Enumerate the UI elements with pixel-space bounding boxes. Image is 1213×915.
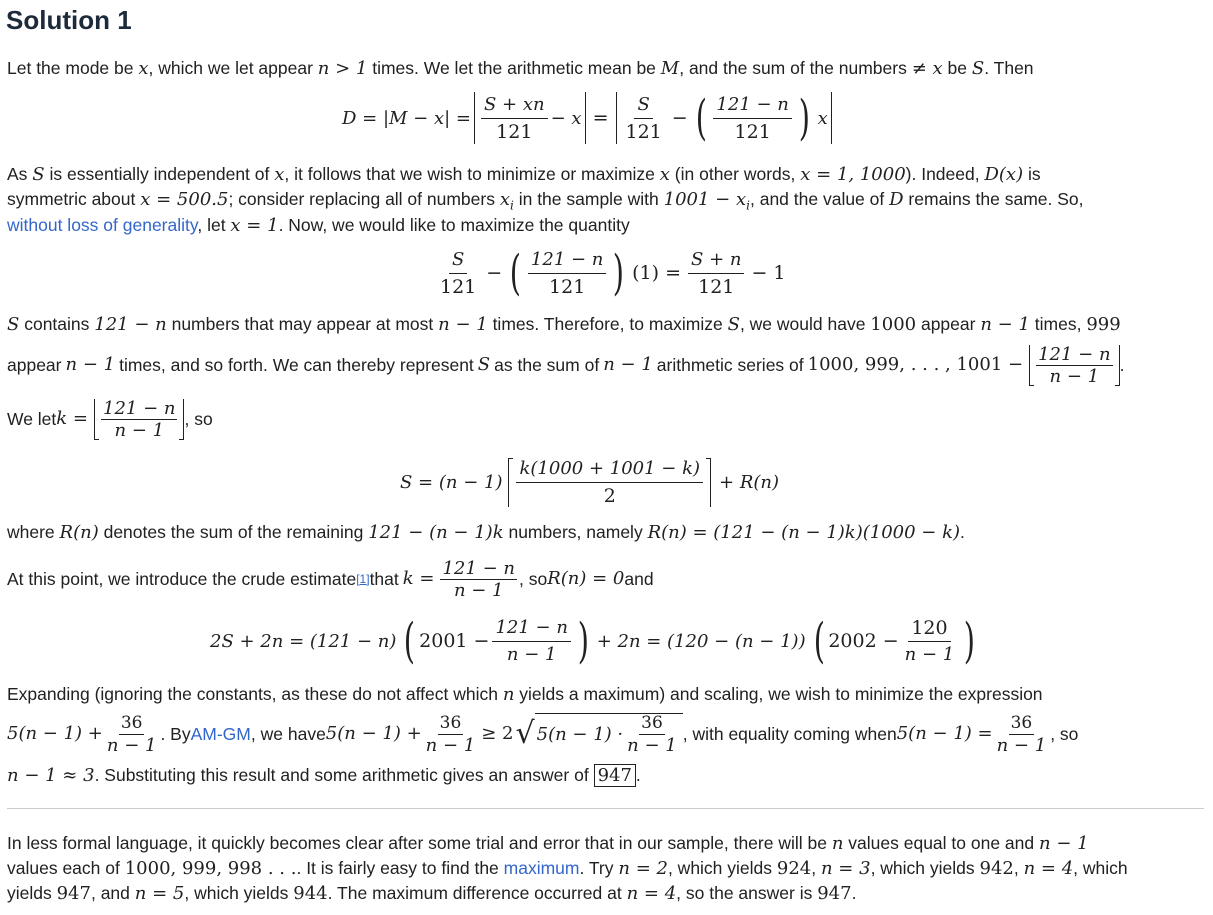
equation-quantity: $\frac{S}{121}$ − ( $\frac{121 - n}{121}$ ) (1) = $\frac{S + n}{121}$ − 1 (434, 245, 786, 301)
paragraph-symmetry-line3: without loss of generality, let x = 1. Now, we would like to maximize the quantity (7, 215, 630, 236)
paragraph-let-k: We let k = $\frac{121 - n}{n - 1}$ , so (7, 397, 213, 441)
paragraph-max-s-line2: appear n − 1 times, and so forth. We can thereby represent S as the sum of n − 1 arithmetic series of 1000, 999, . . . , 1001 − $\frac{121 - n}{n - 1}$ . (7, 343, 1125, 387)
paragraph-symmetry-line2: symmetric about x = 500.5; consider replacing all of numbers $x_i$ in the sample with $1001 - x_i$, and the value of D remains the same. So, (7, 189, 1084, 213)
paragraph-am-gm: 5(n − 1) + $\frac{36}{n - 1}$ . By AM-GM , we have 5(n − 1) + $\frac{36}{n - 1}$ ≥ 2 √ 5(n − 1) · $\frac{36}{n - 1}$ , with equality coming when 5(n − 1) = $\frac{36}{n - 1}$ , so (7, 712, 1079, 756)
fraction: $\frac{36}{n - 1}$ (106, 712, 157, 756)
paragraph-informal-line1: In less formal language, it quickly becomes clear after some trial and error that in our sample, there will be n values equal to one and n − 1 (7, 833, 1089, 854)
fraction: $\frac{36}{n - 1}$ (996, 712, 1047, 756)
equation-s-sum: S = (n − 1) $\frac{k(1000 + 1001 - k)}{2}$ + R(n) (400, 457, 780, 507)
fraction: $\frac{120}{n - 1}$ (904, 616, 955, 665)
paragraph-symmetry-line1: As S is essentially independent of x, it follows that we wish to minimize or maximize x (in other words, x = 1, 1000). Indeed, D(x) is (7, 164, 1041, 185)
divider (7, 808, 1204, 809)
fraction: $\frac{121 - n}{n - 1}$ (103, 397, 176, 441)
paragraph-crude-estimate: At this point, we introduce the crude estimate [1] that k = $\frac{121 - n}{n - 1}$ , so R(n) = 0 and (7, 557, 654, 601)
paragraph-remainder: where R(n) denotes the sum of the remaining 121 − (n − 1)k numbers, namely R(n) = (121 − (n − 1)k)(1000 − k). (7, 522, 965, 543)
fraction: $\frac{k(1000 + 1001 - k)}{2}$ (516, 458, 703, 507)
fraction: $\frac{S}{121}$ (625, 93, 662, 143)
fraction: $\frac{121 - n}{n - 1}$ (442, 557, 515, 601)
fraction: $\frac{121 - n}{n - 1}$ (1038, 343, 1111, 387)
paragraph-intro: Let the mode be x, which we let appear n > 1 times. We let the arithmetic mean be M, and the sum of the numbers ≠ x be S. Then (7, 58, 1034, 79)
fraction: $\frac{S + xn}{121}$ (481, 94, 548, 143)
paragraph-expanding: Expanding (ignoring the constants, as these do not affect which n yields a maximum) and scaling, we wish to minimize the expression (7, 684, 1043, 705)
paragraph-answer: n − 1 ≈ 3. Substituting this result and some arithmetic gives an answer of 947 . (7, 765, 641, 786)
fraction: $\frac{121 - n}{n - 1}$ (492, 617, 570, 666)
fraction: $\frac{S + n}{121}$ (688, 249, 744, 298)
footnote-link[interactable]: [1] (356, 572, 370, 586)
fraction: $\frac{S}{121}$ (440, 248, 477, 298)
section-heading: Solution 1 (6, 5, 132, 35)
paragraph-max-s-line1: S contains 121 − n numbers that may appear at most n − 1 times. Therefore, to maximize S, we would have 1000 appear n − 1 times, 999 (7, 314, 1121, 335)
square-root: √ 5(n − 1) · $\frac{36}{n - 1}$ (516, 713, 683, 755)
link-without-loss-of-generality[interactable]: without loss of generality (7, 215, 198, 235)
paragraph-informal-line2: values each of 1000, 999, 998 . . .. It is fairly easy to find the maximum. Try n = 2, which yields 924, n = 3, which yields 942, n = 4, which (7, 858, 1128, 879)
link-am-gm[interactable]: AM-GM (190, 724, 251, 744)
boxed-answer: 947 (594, 764, 636, 787)
fraction: $\frac{36}{n - 1}$ (627, 713, 677, 756)
fraction: $\frac{121 - n}{121}$ (713, 94, 791, 143)
equation-2s-expansion: 2S + 2n = (121 − n) ( 2001 − $\frac{121 - n}{n - 1}$ ) + 2n = (120 − (n − 1)) ( 2002 − $\frac{120}{n - 1}$ ) (210, 613, 976, 669)
fraction: $\frac{121 - n}{121}$ (528, 249, 606, 298)
link-maximum[interactable]: maximum (503, 858, 580, 878)
paragraph-informal-line3: yields 947, and n = 5, which yields 944. The maximum difference occurred at n = 4, so the answer is 947. (7, 883, 857, 904)
fraction: $\frac{36}{n - 1}$ (425, 712, 476, 756)
equation-d-definition: D = |M − x| = $\frac{S + xn}{121}$ − x = $\frac{S}{121}$ − ( $\frac{121 - n}{121}$ ) x (342, 90, 835, 146)
